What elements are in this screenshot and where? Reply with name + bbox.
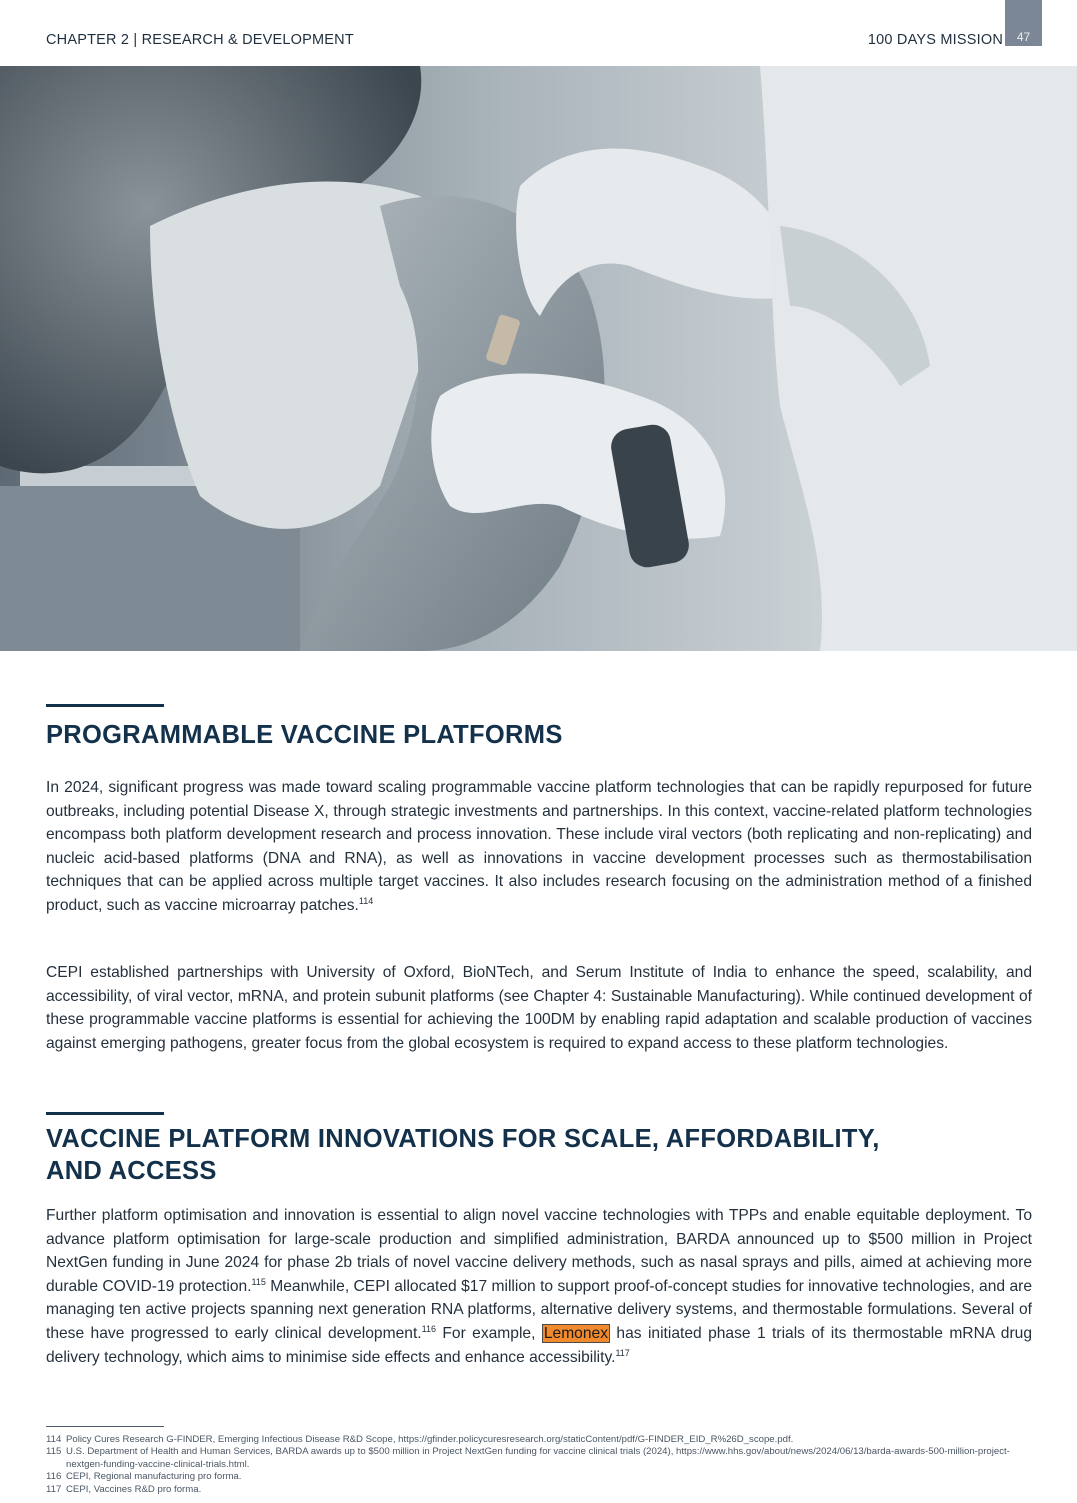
footnote-number: 116 — [46, 1471, 62, 1483]
footnote-number: 115 — [46, 1446, 62, 1458]
section-rule — [46, 1112, 164, 1115]
footnote-ref: 116 — [421, 1323, 436, 1334]
paragraph-programmable-1 — [46, 776, 1032, 918]
title-line-1: VACCINE PLATFORM INNOVATIONS FOR SCALE, AFFORDABILITY, — [46, 1125, 880, 1153]
footnote-number: 114 — [46, 1434, 62, 1445]
page-header — [0, 0, 1077, 66]
footnote-text: U.S. Department of Health and Human Services, BARDA awards up to $500 million in Project NextGen funding for vaccine clinical trials (2024), https://www.hhs.gov/about/news/2024/06/13/barda-awards-500-million-project-nextgen-funding-vaccine-clinical-trials.html. — [66, 1446, 1010, 1470]
footnote-text: Policy Cures Research G-FINDER, Emerging Infectious Disease R&D Scope, https://gfinder.policycuresresearch.org/staticContent/pdf/G-FINDER_EID_R%26D_scope.pdf. — [66, 1434, 794, 1445]
section-title-innovations — [46, 1123, 1032, 1187]
paragraph-text: Further platform optimisation and innovation is essential to align novel vaccine technologies with TPPs and enable equitable deployment. To advance platform optimisation for large-scale production and simplified administration, BARDA announced up to $500 million in Project NextGen funding in June 2024 for phase 2b trials of novel vaccine delivery methods, such as nasal sprays and pills, aimed at achieving more durable COVID-19 protection. — [46, 1207, 1032, 1295]
title-line-2: AND ACCESS — [46, 1157, 217, 1185]
footnote-ref: 114 — [358, 895, 374, 906]
paragraph-programmable-2: CEPI established partnerships with University of Oxford, BioNTech, and Serum Institute of India to enhance the speed, scalability, and accessibility, of viral vector, mRNA, and protein subunit platforms (see Chapter 4: Sustainable Manufacturing). While continued development of these programmable vaccine platforms is essential for achieving the 100DM by enabling rapid adaptation and scalable production of vaccines against emerging pathogens, greater focus from the global ecosystem is required to expand access to these platform technologies. — [46, 964, 1032, 1052]
footnote-ref: 115 — [251, 1276, 266, 1287]
section-title-programmable: PROGRAMMABLE VACCINE PLATFORMS — [46, 721, 563, 749]
paragraph-text: In 2024, significant progress was made toward scaling programmable vaccine platform technologies that can be rapidly repurposed for future outbreaks, including potential Disease X, through strategic investments and partnerships. In this context, vaccine-related platform technologies encompass both platform development research and process innovation. These include viral vectors (both replicating and non-replicating) and nucleic acid-based platforms (DNA and RNA), as well as innovations in vaccine development processes such as thermostabilisation techniques that can be applied across multiple target vaccines. It also includes research focusing on the administration method of a finished product, such as vaccine microarray patches. — [46, 779, 1032, 914]
footnote-item — [46, 1434, 1036, 1446]
footnotes — [46, 1434, 1036, 1496]
paragraph-text: For example, — [435, 1324, 542, 1342]
footnote-rule — [46, 1426, 164, 1427]
paragraph-text: Meanwhile, CEPI allocated $17 million to support proof-of-concept studies for innovative technologies, and are managing ten active projects spanning next generation RNA platforms, alternative delivery systems, and thermostable formulations. Several of these have progressed to early clinical development. — [46, 1277, 1032, 1342]
highlighted-term[interactable]: Lemonex — [543, 1324, 608, 1342]
footnote-item — [46, 1484, 1036, 1496]
paragraph-text: has initiated phase 1 trials of its thermostable mRNA drug delivery technology, which aims to minimise side effects and enhance accessibility. — [46, 1324, 1032, 1366]
footnote-item — [46, 1446, 1036, 1471]
footnote-ref: 117 — [615, 1347, 630, 1358]
footnote-item — [46, 1471, 1036, 1483]
vaccination-photo — [0, 66, 1077, 651]
footnote-number: 117 — [46, 1483, 62, 1495]
mission-title: 100 DAYS MISSION — [867, 32, 1003, 48]
footnote-text: CEPI, Vaccines R&D pro forma. — [66, 1483, 202, 1495]
page-number: 47 — [1005, 0, 1042, 46]
footnote-text: CEPI, Regional manufacturing pro forma. — [66, 1471, 242, 1483]
paragraph-innovations — [46, 1204, 1032, 1369]
section-rule — [46, 704, 164, 707]
chapter-title: CHAPTER 2 | RESEARCH & DEVELOPMENT — [46, 32, 354, 48]
vaccination-photo-illustration — [0, 66, 1077, 651]
